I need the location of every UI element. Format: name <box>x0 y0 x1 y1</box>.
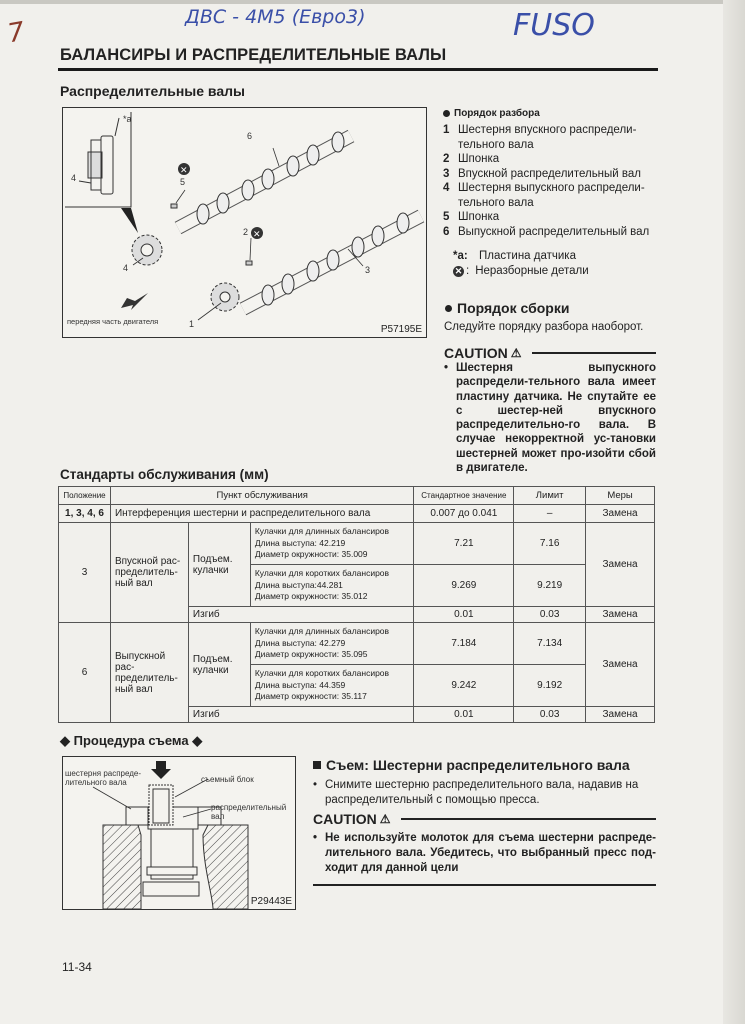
callout-2: 2 <box>243 227 249 237</box>
press-arrow-icon <box>151 761 171 779</box>
item-text: Шестерня выпускного распредели-тельного вала <box>458 182 645 209</box>
diamond-icon: ◆ <box>192 733 203 748</box>
caution-block-2 <box>313 811 656 876</box>
cam-desc: Кулачки для коротких балансиров <box>254 668 390 679</box>
cell-limit: 7.16 <box>514 523 586 565</box>
cell-position: 3 <box>59 523 111 623</box>
procedure-heading-text: Процедура съема <box>73 733 189 748</box>
page-right-edge <box>723 0 745 1024</box>
table-row <box>59 623 655 665</box>
item-text: Шпонка <box>458 153 500 165</box>
removal-heading-text: Съем: Шестерни распределительного вала <box>326 757 630 773</box>
legend-non-disassembly: ✕ : Неразборные детали <box>454 265 589 277</box>
list-item <box>443 210 663 225</box>
bullet: • <box>313 832 318 844</box>
item-number: 6 <box>443 225 450 238</box>
disassembly-list <box>443 123 663 239</box>
cam-length: Длина выступа: 42.219 <box>254 537 346 548</box>
item-text: Шестерня впускного распредели-тельного вала <box>458 124 637 151</box>
cam-desc: Кулачки для длинных балансиров <box>254 626 390 637</box>
cell-standard: 7.21 <box>414 523 514 565</box>
spec-table-title: Стандарты обслуживания (мм) <box>60 467 269 482</box>
callout-a: *a <box>123 114 132 124</box>
header-standard: Стандартное значение <box>414 487 514 505</box>
cell-long-cam <box>250 523 414 565</box>
cell-standard: 0.01 <box>414 607 514 623</box>
caution-body: Шестерня выпускного распредели-тельного вала имеет пластину датчика. Не спутайте ее с шестер-ней впускного распределительно-го вала. В случае некорректной ус-тановки шестерней может про-изойти сбой в двигателе. <box>456 362 656 475</box>
cell-standard: 9.269 <box>414 565 514 607</box>
cam-diameter: Диаметр окружности: 35.095 <box>254 649 368 660</box>
legend-text: Пластина датчика <box>479 250 576 262</box>
callout-1: 1 <box>189 319 195 329</box>
cam-desc: Кулачки для коротких балансиров <box>254 568 390 579</box>
table-row <box>59 505 655 523</box>
procedure-heading <box>60 733 202 749</box>
front-of-engine-label: передняя часть двигателя <box>67 317 159 326</box>
figure-code: P29443E <box>250 896 292 907</box>
item-text: Выпускной распределительный вал <box>458 225 650 238</box>
gear-label: шестерня распреде-лительного вала <box>65 769 142 787</box>
callout-6: 6 <box>247 131 253 141</box>
disassembly-heading <box>443 108 663 119</box>
handwritten-mark: 7 <box>5 16 28 50</box>
cell-action: Замена <box>586 523 655 607</box>
list-item <box>443 167 663 182</box>
cam-diameter: Диаметр окружности: 35.009 <box>254 549 368 560</box>
cell-limit: 0.03 <box>514 707 586 723</box>
bullet: • <box>444 362 449 374</box>
cam-desc: Кулачки для длинных балансиров <box>254 526 390 537</box>
caution-text <box>444 361 656 475</box>
item-text: Шпонка <box>458 211 500 223</box>
removal-instruction <box>313 778 658 808</box>
cell-bend-label: Изгиб <box>188 607 414 623</box>
cam-length: Длина выступа:44.281 <box>254 579 343 590</box>
handwritten-brand-note: FUSO <box>513 8 595 43</box>
cell-lift-label: Подъем. кулачки <box>188 623 250 707</box>
caution-label: CAUTION <box>444 345 508 361</box>
caution-header <box>313 811 656 827</box>
caution-body: Не используйте молоток для съема шестерни распреде-лительного вала. Убедитесь, что выбранный пресс под-ходит для данной цели <box>325 832 656 874</box>
legend-sensor-plate <box>453 249 663 264</box>
page-title: БАЛАНСИРЫ И РАСПРЕДЕЛИТЕЛЬНЫЕ ВАЛЫ <box>60 46 447 64</box>
assembly-heading <box>445 300 569 316</box>
svg-text:✕: ✕ <box>180 165 188 175</box>
section-subtitle: Распределительные валы <box>60 83 245 99</box>
caution-label: CAUTION <box>313 811 377 827</box>
non-disassembly-icon: ✕ <box>454 266 463 276</box>
disassembly-heading-text: Порядок разбора <box>454 108 540 119</box>
header-position: Положение <box>59 487 111 505</box>
cell-item: Интерференция шестерни и распределительного вала <box>110 505 414 523</box>
list-item <box>443 152 663 167</box>
cell-standard: 0.007 до 0.041 <box>414 505 514 523</box>
assembly-heading-text: Порядок сборки <box>457 300 570 316</box>
handwritten-engine-note: ДВС - 4М5 (Евро3) <box>185 6 366 28</box>
cell-action: Замена <box>586 607 655 623</box>
cell-standard: 7.184 <box>414 623 514 665</box>
header-limit: Лимит <box>514 487 586 505</box>
callout-4-inset: 4 <box>71 173 77 183</box>
camshaft-drawing <box>63 108 426 337</box>
cell-long-cam <box>250 623 414 665</box>
cell-action: Замена <box>586 623 655 707</box>
list-item <box>443 123 663 152</box>
item-number: 2 <box>443 153 450 165</box>
diamond-icon: ◆ <box>60 733 70 748</box>
removal-instruction-text: Снимите шестерню распределительного вала, надавив на распределительный с помощью пресса. <box>325 779 639 806</box>
figure-code: P57195E <box>380 324 422 335</box>
table-header-row <box>59 487 655 505</box>
cam-diameter: Диаметр окружности: 35.012 <box>254 591 368 602</box>
title-rule <box>58 68 658 71</box>
square-bullet-icon <box>313 761 321 769</box>
camshaft-exploded-figure <box>62 107 427 338</box>
cell-limit: 0.03 <box>514 607 586 623</box>
cell-shaft-name: Выпускной рас-пределитель-ный вал <box>110 623 188 723</box>
cell-shaft-name: Впускной рас-пределитель-ный вал <box>110 523 188 623</box>
list-item <box>443 225 663 240</box>
caution-text <box>313 831 656 876</box>
table-row <box>59 523 655 565</box>
callout-4: 4 <box>123 263 129 273</box>
cell-short-cam <box>250 665 414 707</box>
callout-5: 5 <box>180 177 186 187</box>
cell-action: Замена <box>586 505 655 523</box>
header-item: Пункт обслуживания <box>110 487 414 505</box>
cell-bend-label: Изгиб <box>188 707 414 723</box>
cell-standard: 0.01 <box>414 707 514 723</box>
cell-limit: – <box>514 505 586 523</box>
removal-heading <box>313 757 630 773</box>
item-number: 3 <box>443 167 450 180</box>
callout-3: 3 <box>365 265 371 275</box>
cell-position: 1, 3, 4, 6 <box>59 505 111 523</box>
legend-text: Неразборные детали <box>475 265 589 277</box>
cell-limit: 9.219 <box>514 565 586 607</box>
item-number: 4 <box>443 182 450 194</box>
header-action: Меры <box>586 487 655 505</box>
bullet: • <box>313 779 318 791</box>
cam-diameter: Диаметр окружности: 35.117 <box>254 691 367 702</box>
caution-rule <box>401 818 656 820</box>
item-number: 5 <box>443 211 450 223</box>
caution-header <box>444 345 656 361</box>
cell-action: Замена <box>586 707 655 723</box>
cam-length: Длина выступа: 44.359 <box>254 679 346 690</box>
exhaust-gear <box>132 235 162 265</box>
disassembly-section <box>443 108 663 279</box>
caution-block-1 <box>444 345 656 475</box>
cell-position: 6 <box>59 623 111 723</box>
warning-triangle-icon: ⚠ <box>379 812 391 826</box>
list-item <box>443 181 663 210</box>
caution-bottom-rule <box>313 884 656 886</box>
cell-lift-label: Подъем. кулачки <box>188 523 250 607</box>
puller-block-label: съемный блок <box>201 775 254 784</box>
gear-removal-figure <box>62 756 296 910</box>
cell-limit: 7.134 <box>514 623 586 665</box>
assembly-text: Следуйте порядку разбора наоборот. <box>444 321 644 333</box>
warning-triangle-icon: ⚠ <box>510 346 522 360</box>
legend <box>453 249 663 279</box>
item-text: Впускной распределительный вал <box>458 167 642 180</box>
item-number: 1 <box>443 124 450 136</box>
bullet-dot-icon <box>443 110 450 117</box>
bullet-dot-icon <box>445 305 452 312</box>
svg-text:✕: ✕ <box>253 229 261 239</box>
legend-symbol: *a: <box>453 250 468 262</box>
cell-limit: 9.192 <box>514 665 586 707</box>
service-standards-table <box>58 486 655 723</box>
cell-standard: 9.242 <box>414 665 514 707</box>
page-top-edge <box>0 0 745 4</box>
caution-rule <box>532 352 656 354</box>
camshaft-label: распределительный вал <box>211 803 287 821</box>
cam-length: Длина выступа: 42.279 <box>254 637 346 648</box>
page-number: 11-34 <box>62 960 92 974</box>
cell-short-cam <box>250 565 414 607</box>
